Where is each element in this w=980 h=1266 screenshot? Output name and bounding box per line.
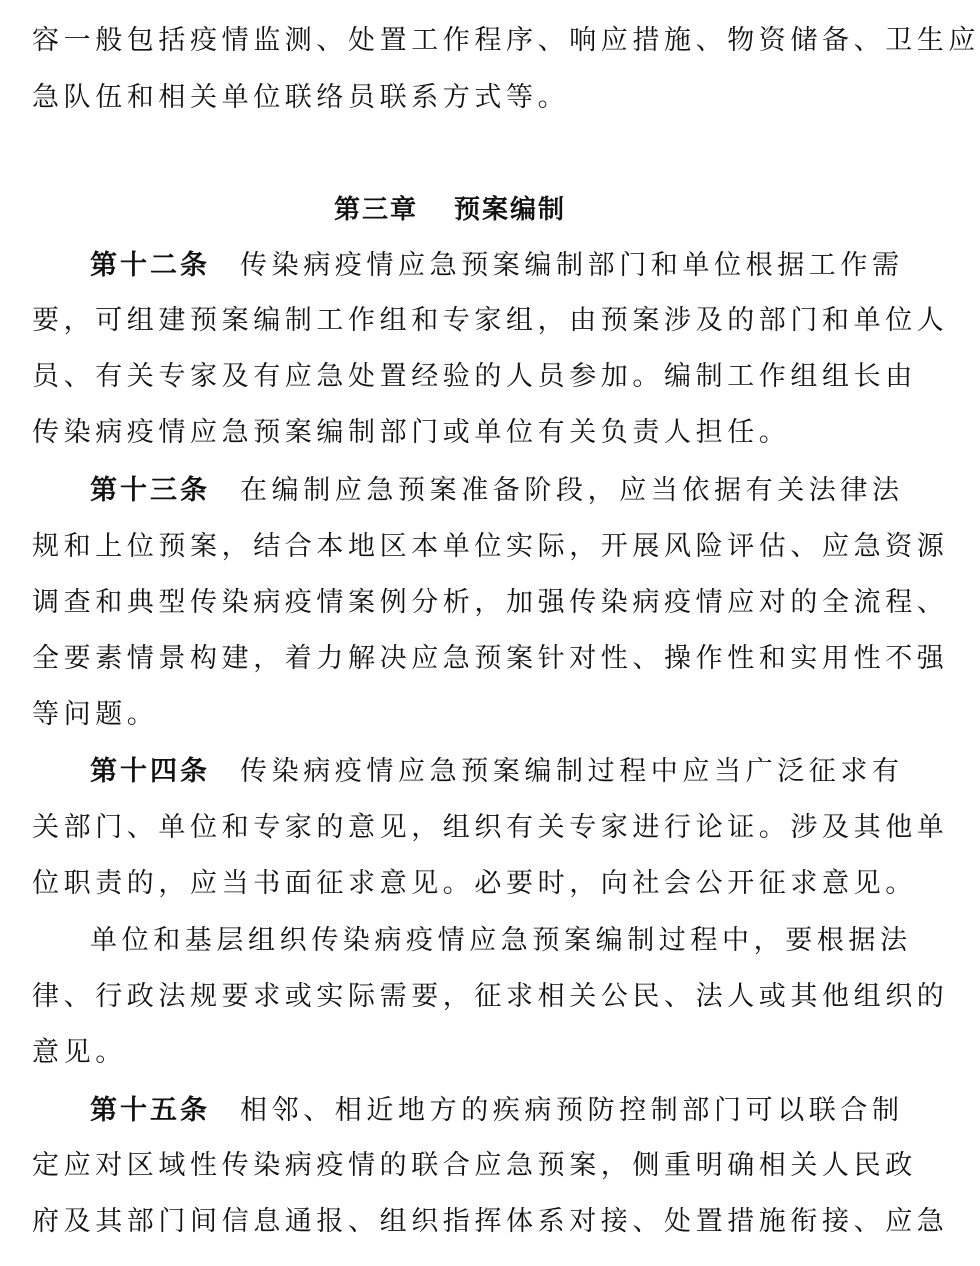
article-13-line-3: 调查和典型传染病疫情案例分析，加强传染病疫情应对的全流程、 [32, 587, 949, 618]
article-13-line-2: 规和上位预案，结合本地区本单位实际，开展风险评估、应急资源 [32, 531, 949, 562]
article-15-line-3: 府及其部门间信息通报、组织指挥体系对接、处置措施衔接、应急 [32, 1206, 949, 1237]
chapter-heading [0, 190, 900, 230]
article-12-line-1: 第十二条 传染病疫情应急预案编制部门和单位根据工作需 [90, 250, 904, 281]
article-13-line-5: 等问题。 [32, 699, 159, 730]
paragraph-line-1: 单位和基层组织传染病疫情应急预案编制过程中，要根据法 [90, 925, 912, 956]
article-14-line-1: 第十四条 传染病疫情应急预案编制过程中应当广泛征求有 [90, 756, 904, 787]
article-12-line-4: 传染病疫情应急预案编制部门或单位有关负责人担任。 [32, 417, 791, 448]
article-15-line-2: 定应对区域性传染病疫情的联合应急预案，侧重明确相关人民政 [32, 1150, 917, 1181]
article-14-label: 第十四条 [90, 756, 210, 787]
chapter-title: 预案编制 [454, 195, 567, 225]
article-15-line-1: 第十五条 相邻、相近地方的疾病预防控制部门可以联合制 [90, 1095, 904, 1126]
article-14-line-2: 关部门、单位和专家的意见，组织有关专家进行论证。涉及其他单 [32, 812, 949, 843]
article-14-line-3: 位职责的，应当书面征求意见。必要时，向社会公开征求意见。 [32, 868, 917, 899]
intro-line-1: 容一般包括疫情监测、处置工作程序、响应措施、物资储备、卫生应 [32, 25, 980, 56]
chapter-number: 第三章 [333, 195, 418, 225]
article-12-label: 第十二条 [90, 250, 210, 281]
paragraph-line-3: 意见。 [32, 1037, 127, 1068]
article-13-line-1: 第十三条 在编制应急预案准备阶段，应当依据有关法律法 [90, 475, 904, 506]
article-13-label: 第十三条 [90, 475, 210, 506]
article-13-line-4: 全要素情景构建，着力解决应急预案针对性、操作性和实用性不强 [32, 643, 949, 674]
article-12-line-2: 要，可组建预案编制工作组和专家组，由预案涉及的部门和单位人 [32, 305, 949, 336]
paragraph-line-2: 律、行政法规要求或实际需要，征求相关公民、法人或其他组织的 [32, 981, 949, 1012]
article-15-label: 第十五条 [90, 1095, 210, 1126]
article-12-line-3: 员、有关专家及有应急处置经验的人员参加。编制工作组组长由 [32, 361, 917, 392]
intro-line-2: 急队伍和相关单位联络员联系方式等。 [32, 82, 570, 113]
